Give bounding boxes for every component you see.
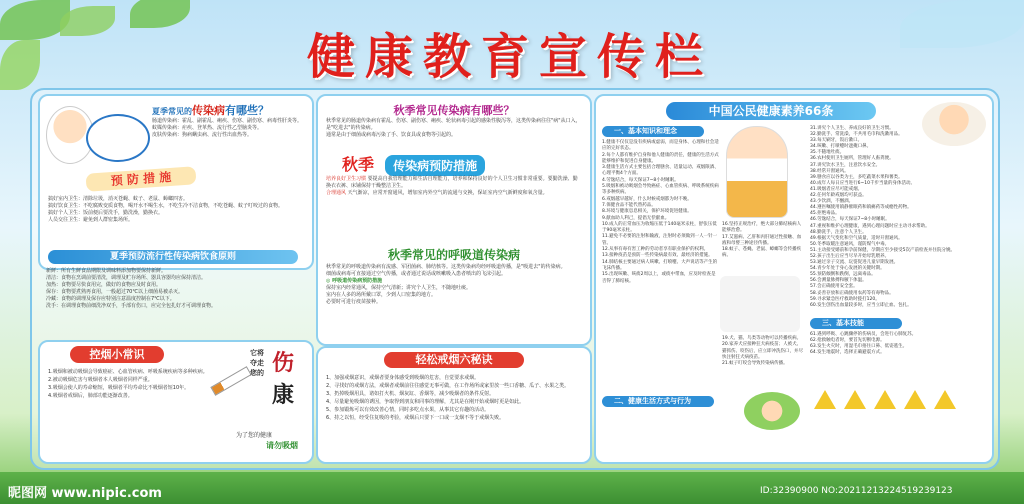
slogan-caption: 为了您的健康: [236, 432, 273, 439]
autumn-disease-heading: 秋季常见传染病有哪些？: [393, 104, 515, 117]
cigarette-illustration: [210, 366, 251, 396]
list-item: 12.从事有毒有害工种的劳动者享有职业保护的权利。: [602, 247, 709, 253]
list-item: 59.寻求紧急医疗救助时拨打120。: [810, 296, 880, 302]
heading-suffix: 有哪些？: [225, 104, 269, 117]
list-item: 52.孩子出生后应当尽早开始母乳喂养。: [810, 253, 890, 259]
list-item: 45.拒绝毒品。: [810, 211, 840, 217]
list-item: 63.发生火灾时，用湿毛巾捂住口鼻、低姿逃生。: [810, 344, 908, 350]
list-item: 43.少饮酒，不酗酒。: [810, 199, 854, 205]
sub-label: 合理通风: [326, 190, 347, 196]
sub-label: 培养良好卫生习惯: [326, 176, 367, 182]
list-item: 6.戒烟越早越好，什么时候戒烟都为时不晚。: [602, 196, 692, 202]
paragraph: 细菌或病毒可直接通过空气传播，或者通过说话或咳嗽吸入患者喷出的飞沫引起。: [326, 271, 507, 277]
prevention-list: [48, 196, 304, 224]
list-item: 48.勤洗手，注意个人卫生。: [810, 229, 867, 235]
list-item: 17.艾滋病、乙肝和丙肝通过性接触、血液和母婴三种途径传播。: [722, 234, 802, 246]
sub-text: 要提高自我管理能力和生活自理能力，培养和保持良好的个人卫生习惯非常重要。要勤洗澡、勤换衣衣裤、床铺保持干燥整洁卫生。: [326, 176, 578, 189]
summer-disease-list: [152, 118, 307, 139]
section-basic-skills: 三、基本技能: [810, 318, 902, 329]
nurse-illustration: [726, 126, 788, 218]
list-item: 51.主动接受婚前和孕前保健，孕期应至少接受5次产前检查并住院分娩。: [810, 247, 956, 253]
list-item: 50.冬季取暖注意通风，谨防煤气中毒。: [810, 241, 890, 247]
list-item: 19.犬、猫、鸟类等动物可以传播疾病。: [722, 336, 802, 341]
list-item: 3.健康生活方式主要包括合理膳食、适量运动、戒烟限酒、心理平衡4个方面。: [602, 165, 719, 177]
list-item: 49.根据天气变化和空气质量，适时开窗通风。: [810, 235, 903, 241]
season-label: 秋季: [342, 155, 375, 174]
list-item: 6、持之以恒，经受住复吸的考验，戒烟后只要下一口或一支烟不等于戒烟失败。: [326, 415, 505, 421]
diet-principle-heading: 夏季预防流行性传染病饮食原则: [48, 250, 298, 264]
leaf-decoration: [0, 40, 40, 90]
paragraph: 通常是由于细菌或病毒污染了手、饮食具或食物等引起的。: [326, 132, 457, 138]
list-item: 54.青少年处于身心发展的关键时期。: [810, 266, 885, 272]
list-item: 41.吸烟者应尽可能戒烟。: [810, 186, 863, 192]
list-item: 60.发生创伤出血量较多时，应当立即止血、包扎。: [810, 302, 912, 308]
lifestyle-list: [810, 126, 986, 309]
list-item: 5.吸烟和被动吸烟会导致癌症、心血管疾病、呼吸系统疾病等多种疾病。: [602, 184, 719, 196]
diet-principle-panel: [38, 250, 310, 336]
respiratory-heading: 秋季常见的呼吸道传染病: [387, 248, 520, 262]
list-item: 4.劳逸结合，每天保证7~8小时睡眠。: [602, 177, 679, 183]
list-item: 32.勤洗手、常洗澡，不共用毛巾和洗漱用品。: [810, 132, 903, 138]
list-item: 16.坚持正规治疗，绝大部分肺结核病人能够治愈。: [722, 222, 802, 234]
list-item: 40.成年人每日应当进行6~10千步当量的身体活动。: [810, 180, 916, 186]
autumn-prevention-heading: [342, 152, 485, 176]
quit-smoking-heading: 轻松戒烟六秘诀: [384, 352, 524, 368]
health-literacy-heading: 中国公民健康素养66条: [666, 102, 876, 120]
list-item: 35.不随地吐痰。: [810, 150, 845, 156]
section-lifestyle: 二、健康生活方式与行为: [602, 396, 714, 407]
list-item: 加热：食物要尽快食用完，做好的食物应及时食用。: [46, 282, 162, 288]
list-item: 21.蚊子叮咬会导致传染病传播。: [722, 361, 788, 367]
warning-sign-icon: [904, 390, 926, 409]
list-item: 46.劳逸结合，每天保证7~8小时睡眠。: [810, 217, 890, 223]
heading-prefix: 夏季常见的: [152, 107, 192, 116]
list-item: 4.吸烟者戒烟后，肺部功能逐渐改善。: [48, 393, 133, 399]
list-item: 肠道传染病：霍乱、副霍乱、痢疾、伤寒、副伤寒、病毒性肝炎等。: [152, 118, 303, 124]
list-item: 10.成人的正常血压为收缩压低于140毫米汞柱，舒张压低于90毫米汞柱。: [602, 221, 717, 234]
diet-principle-list: [46, 268, 302, 310]
warning-signs-row: [810, 388, 986, 415]
page-title: 健康教育宣传栏: [306, 29, 713, 85]
list-item: 3.吸烟会使人的寿命缩短，吸烟者平均寿命比不吸烟者短10年。: [48, 385, 190, 391]
tobacco-tagline: [250, 348, 264, 378]
warning-sign-icon: [814, 390, 836, 409]
respiratory-sub-heading: ◎ 呼吸道传染病预防措施: [326, 278, 383, 284]
autumn-disease-text: [326, 118, 582, 139]
list-item: 18.蚊子、苍蝇、老鼠、蟑螂等会传播疾病。: [722, 247, 802, 259]
list-item: 5、参加锻炼可以有效改善心情，同时多吃点水果，从事其它有趣的活动。: [326, 407, 490, 413]
warning-sign-icon: [874, 390, 896, 409]
list-item: 36.农村使用卫生厕所，管理好人畜粪便。: [810, 156, 894, 162]
list-item: 61.遇到呼吸、心跳骤停的伤病员，会进行心肺复苏。: [810, 332, 917, 337]
tobacco-control-list: [48, 368, 216, 400]
warning-sign-icon: [844, 390, 866, 409]
kids-illustration: [744, 392, 800, 430]
list-item: 2.每个人都有维护自身和他人健康的责任，健康的生活方式能够维护和促进自身健康。: [602, 152, 719, 164]
list-item: 37.讲究饮水卫生，注意饮水安全。: [810, 162, 881, 168]
paragraph: 秋季常见的呼吸道传染病有流感、军团菌病、肺结核等。这类传染病均经呼吸道传播，是"吸进去"的传染病。: [326, 264, 566, 270]
list-item: 3、扔掉吸烟用具，诸如打火机、烟灰缸、香烟等，减少吸烟者的条件反射。: [326, 391, 495, 397]
list-item: 57.会正确使用安全套。: [810, 284, 858, 290]
list-item: 31.讲究个人卫生、养成良好的卫生习惯。: [810, 126, 894, 131]
list-item: 必要时可进行疫苗接种。: [326, 299, 382, 305]
autumn-prevention-text: [326, 176, 582, 197]
list-item: 64.发生地震时，选择正确避震方式。: [810, 350, 885, 356]
list-item: 38.经常开窗通风。: [810, 168, 849, 174]
leaf-decoration: [130, 0, 190, 28]
list-item: 53.通过亲子交流、玩耍促进儿童早期发展。: [810, 260, 899, 266]
board-frame: [30, 88, 1000, 470]
basic-knowledge-list-continued: [722, 222, 804, 260]
list-item: 洗手：在调理食物前细洗净双手，手部有伤口，应完全包扎好才可调理食物。: [46, 303, 217, 309]
speech-bubble: [86, 114, 150, 162]
list-item: 47.重视和维护心理健康，遇到心理问题时应主动寻求帮助。: [810, 223, 930, 229]
slogan-harm: 伤: [272, 351, 295, 376]
list-item: 14.肺结核主要通过病人咳嗽、打喷嚏、大声说话等产生的飞沫传播。: [602, 259, 718, 271]
summer-disease-panel: [38, 94, 314, 270]
respiratory-text: [326, 264, 582, 306]
list-item: 20.家养犬应接种狂犬病疫苗；人被犬、猫抓伤、咬伤后，应立即冲洗伤口，并尽快注射狂犬病疫苗。: [722, 342, 803, 360]
leaf-decoration: [900, 0, 1024, 48]
tagline-line: 夺走: [250, 359, 264, 367]
quit-smoking-panel: [316, 346, 592, 464]
list-item: 搞好饮食卫生：不吃腐败变质食物，喝开水不喝生水，不吃生冷不洁食物，不吃苍蝇、蚊子叮咬过的食物。: [48, 203, 284, 209]
list-item: 2、寻找好的戒烟方法，戒烟者戒烟前往往感觉无事可做，在工作场所或家里放一些口香糖、瓜子、水果之类。: [326, 383, 570, 389]
list-item: 44.遵医嘱使用镇静催眠药和镇痛药等成瘾性药物。: [810, 205, 912, 211]
list-item: 58.妥善存放和正确使用农药等有毒物品。: [810, 290, 894, 296]
tobacco-control-heading: 控烟小常识: [70, 346, 164, 363]
tagline-line: 您的: [250, 369, 264, 377]
list-item: 1.吸烟和被动吸烟会导致癌症、心血管疾病、呼吸系统疾病等多种疾病。: [48, 369, 208, 375]
insect-illustration: [720, 276, 800, 332]
list-item: 42.任何年龄戒烟均可获益。: [810, 193, 867, 199]
basic-knowledge-list-continued-2: [722, 336, 804, 367]
list-item: 搞好个人卫生：饭前便后要洗手，勤洗澡，勤换衣。: [48, 210, 164, 216]
summer-disease-heading: [152, 102, 269, 118]
list-item: 蚊媒传染病：疟疾、登革热、流行性乙型脑炎等。: [152, 125, 263, 131]
watermark-id: ID:32390900 NO:20211213224519239123: [760, 486, 953, 496]
list-item: 清洁：食物在烹调前要清洗，调理及贮存场所、器具容器均应保持清洁。: [46, 275, 207, 281]
list-item: 39.膳食应以谷类为主，多吃蔬菜水果和薯类。: [810, 174, 903, 180]
list-item: 11.避免不必要的注射和输液，注射时必须做到一人一针一管。: [602, 234, 718, 246]
sub-text: 天气渐凉，应常开窗通风，增加室内外空气的流通与交换，保证室内空气新鲜度和氧含量。: [347, 190, 548, 196]
list-item: 2.被动吸烟危害与吸烟者本人吸烟者同样严重。: [48, 377, 153, 383]
slogan-health: 康: [272, 383, 295, 408]
list-item: 室内在人多的场所戴口罩，少到人口密集的地方。: [326, 292, 437, 298]
list-item: 皮肤传染病：狗病螨虫病、流行性出血热等。: [152, 132, 253, 138]
list-item: 人员交往卫生：避免到人群密集场所。: [48, 217, 134, 223]
list-item: 保持室内经常通风，保持空气清新；讲究个人卫生，不随地吐痰。: [326, 285, 472, 291]
list-item: 34.咳嗽、打喷嚏时遮掩口鼻。: [810, 144, 872, 150]
list-item: 1、加强戒烟意识，戒烟者要身体感受到吸烟的危害，自觉要求戒烟。: [326, 375, 480, 381]
list-item: 4、尽量避免吸烟的诱因，争取得到朋友和同事的理解，尤其是在刚开始戒烟时更是如此。: [326, 399, 525, 405]
list-item: 9.献血助人利己，提倡无偿献血。: [602, 215, 670, 221]
list-item: 55.预防倾倒和跌倒，远离毒品。: [810, 272, 876, 278]
list-item: 冷藏：食物的调理及保存应特别注意温度控制在7℃以下。: [46, 296, 175, 302]
list-item: 15.出现咳嗽、咳痰2周以上，或痰中带血，应及时检查是否得了肺结核。: [602, 272, 716, 284]
autumn-disease-panel: [316, 94, 592, 346]
warning-sign-icon: [934, 390, 956, 409]
list-item: 13.接种疫苗是预防一些传染病最有效、最经济的措施。: [602, 253, 713, 259]
list-item: 1.健康不仅仅是没有疾病或虚弱，而是身体、心理和社会适应的完好状态。: [602, 140, 719, 152]
list-item: 8.环境与健康息息相关，保护环境促进健康。: [602, 209, 692, 215]
tobacco-control-panel: [38, 340, 314, 464]
basic-knowledge-list: [602, 140, 720, 285]
heading-main: 传染病: [192, 104, 225, 117]
no-smoking-caption: 请勿吸烟: [266, 441, 298, 450]
health-literacy-panel: [594, 94, 994, 464]
list-item: 56.会测量脉搏和腋下体温。: [810, 278, 867, 284]
list-item: 保存：食物要煮熟再食用，一般超过70℃以上细菌易被杀灭。: [46, 289, 183, 295]
list-item: 搞好室内卫生：清除垃圾，消灭苍蝇、蚊子、老鼠、蟑螂四害。: [48, 196, 189, 202]
tagline-line: 它将: [250, 349, 264, 357]
quit-smoking-list: [326, 374, 582, 422]
paragraph: 秋季常见的肠道传染病有霍乱、伤寒、副伤寒、痢疾、轮状病毒引起的感染性腹泻等，这类传染病往往"病"从口入，是"吃进去"的传染病。: [326, 118, 581, 131]
list-item: 62.抢救触电者时，要首先切断电源。: [810, 338, 885, 344]
list-item: 7.保健食品不能代替药品。: [602, 202, 656, 208]
basic-skills-list: [810, 332, 986, 356]
prevention-heading: 预 防 措 施: [86, 166, 197, 192]
prevention-label: 传染病预防措施: [385, 155, 485, 176]
list-item: 33.每天刷牙，饭后漱口。: [810, 138, 863, 144]
section-basic-knowledge: 一、基本知识和理念: [602, 126, 704, 137]
list-item: 新鲜：所有生鲜食品期限及调味料添加物要保持新鲜。: [46, 268, 167, 274]
watermark-site: 昵图网 www.nipic.com: [8, 486, 162, 501]
